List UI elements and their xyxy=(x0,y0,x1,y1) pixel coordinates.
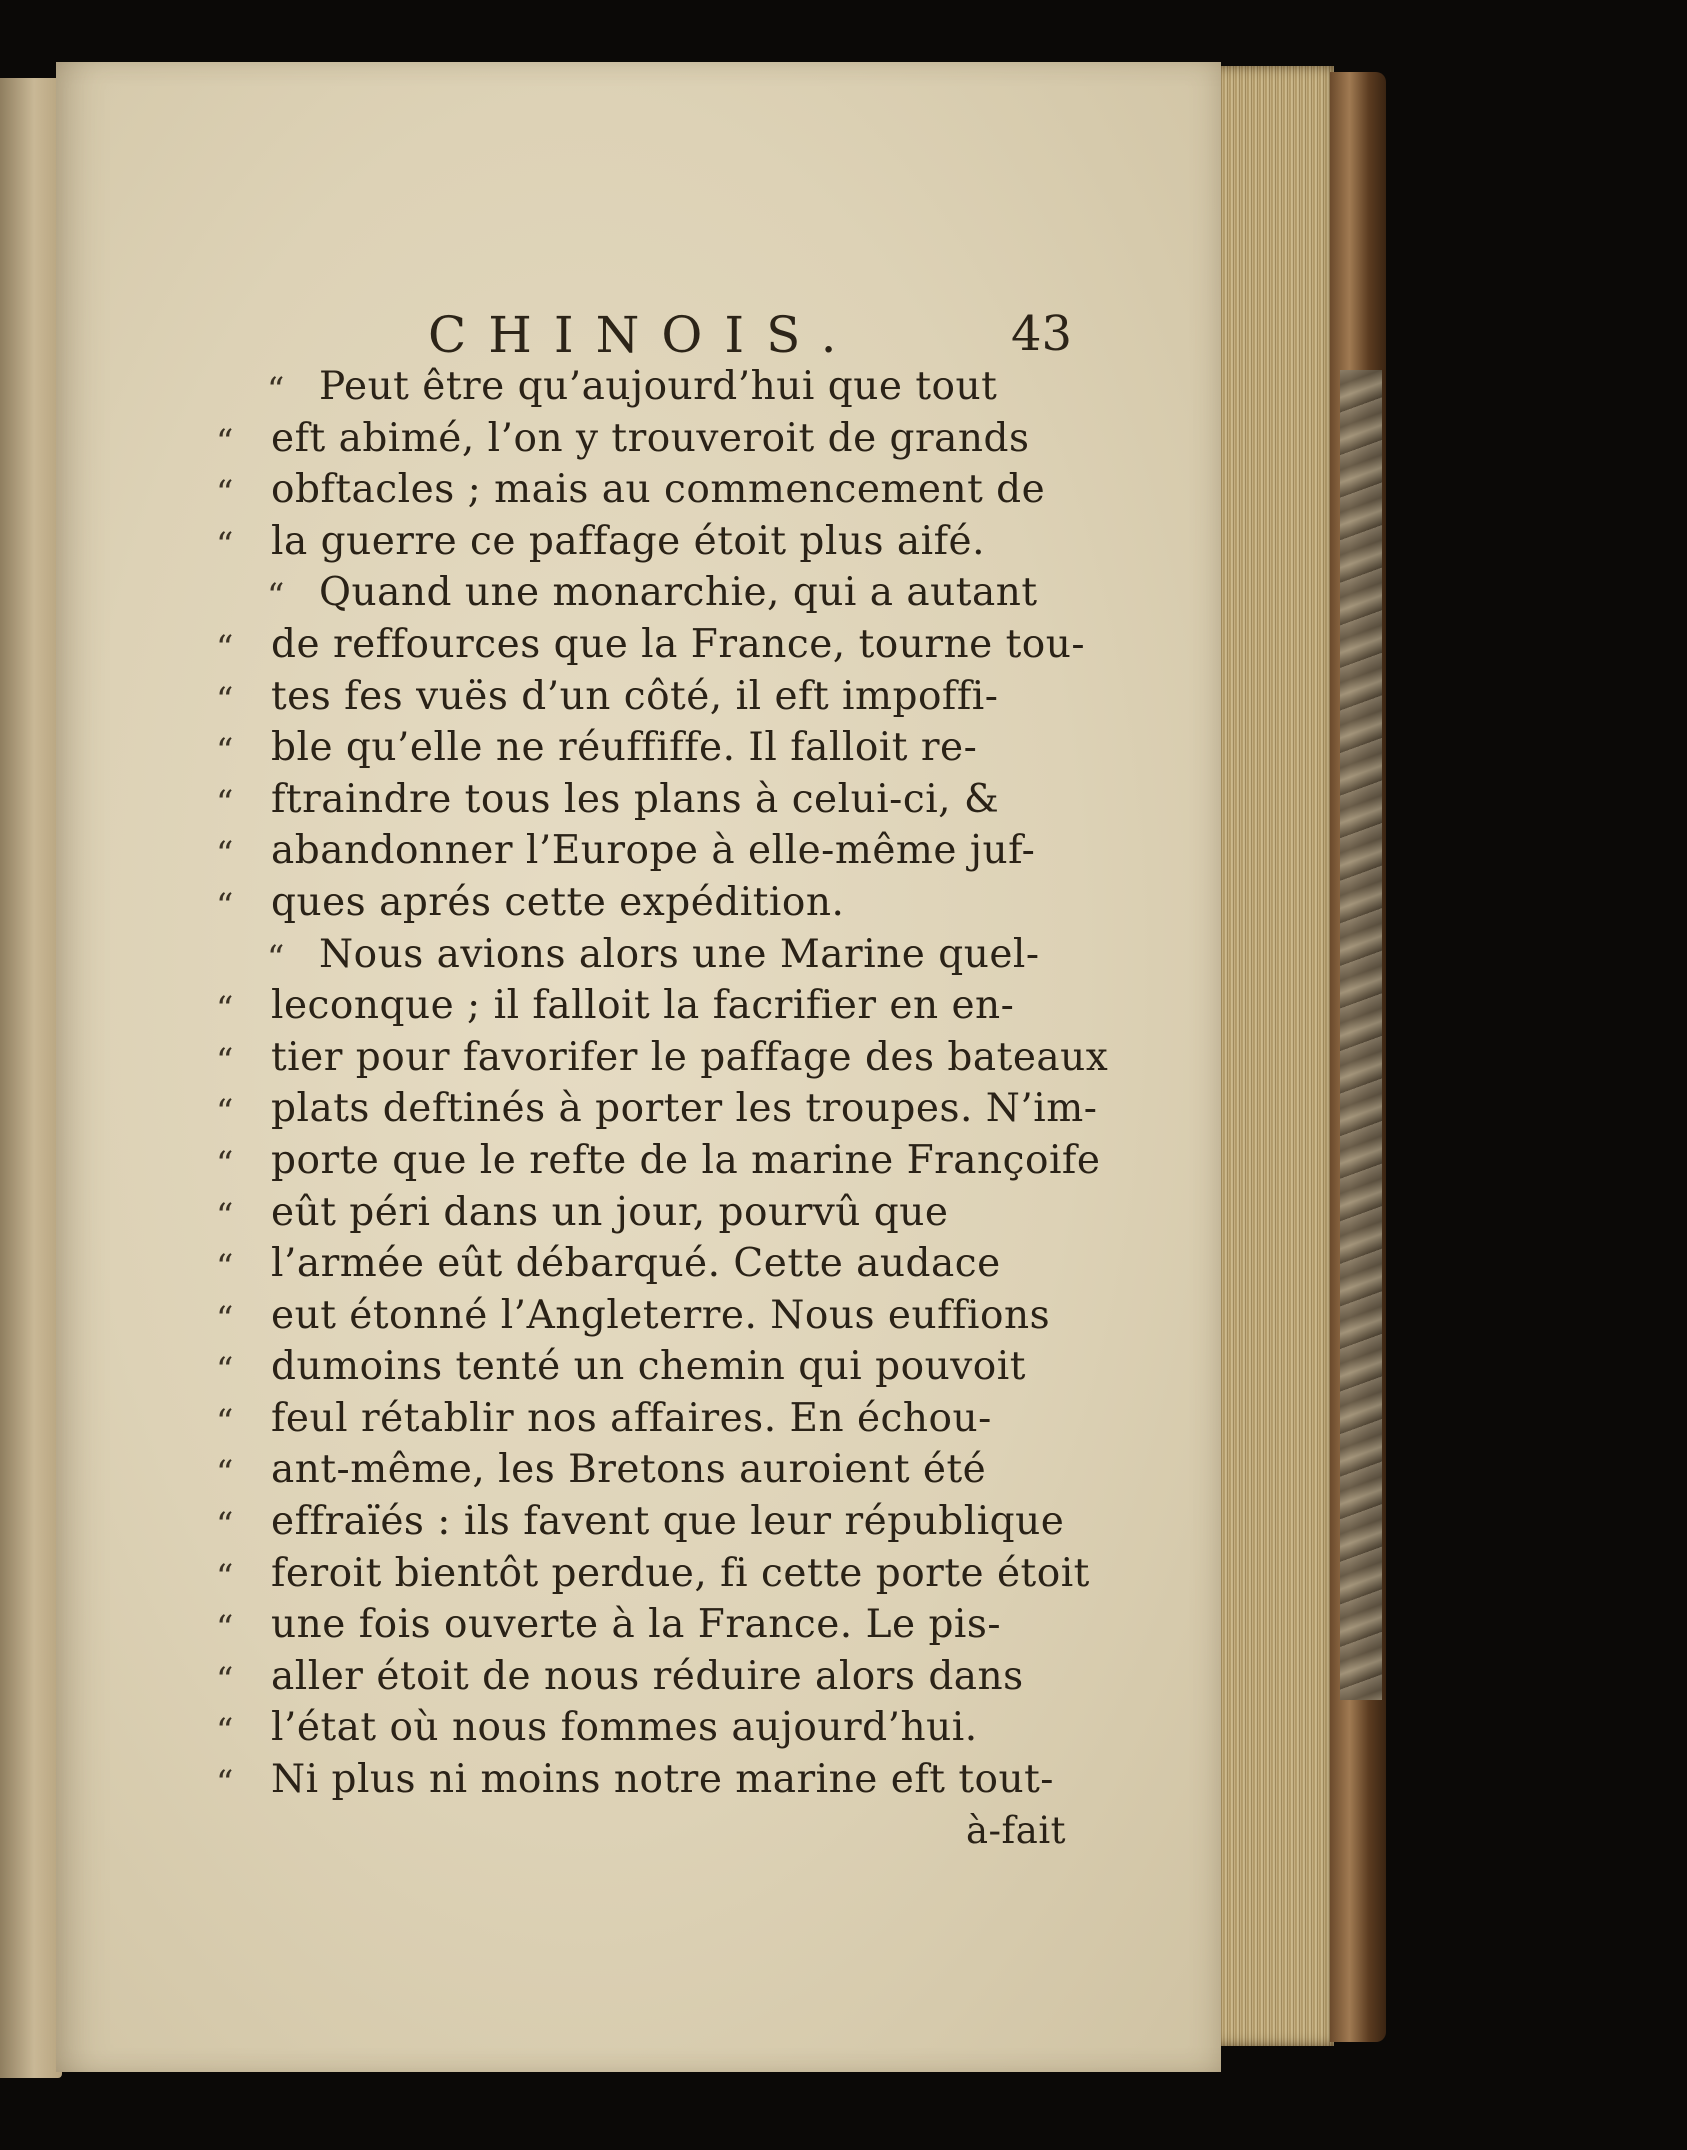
quotation-mark: “ xyxy=(216,1143,234,1184)
text-block xyxy=(56,364,1221,1860)
text-line xyxy=(56,1138,1221,1190)
text-line xyxy=(56,1086,1221,1138)
text-line xyxy=(56,828,1221,880)
line-text: effraïés : ils favent que leur république xyxy=(271,1499,1065,1545)
quotation-mark: “ xyxy=(216,782,234,823)
quotation-mark: “ xyxy=(216,1556,234,1597)
line-text: tes fes vuës d’un côté, il eft impoffi- xyxy=(271,673,999,719)
text-line xyxy=(56,570,1221,622)
text-line xyxy=(56,364,1221,416)
text-line xyxy=(56,777,1221,829)
quotation-mark: “ xyxy=(216,1092,234,1133)
quotation-mark: “ xyxy=(216,1659,234,1700)
text-line xyxy=(56,622,1221,674)
line-text: porte que le refte de la marine Françoife xyxy=(271,1137,1101,1183)
text-line xyxy=(56,1344,1221,1396)
line-text: eut étonné l’Angleterre. Nous euffions xyxy=(271,1292,1051,1338)
quotation-mark: “ xyxy=(216,1711,234,1752)
quotation-mark: “ xyxy=(216,1453,234,1494)
quotation-mark: “ xyxy=(267,937,285,978)
quotation-mark: “ xyxy=(267,576,285,617)
page-number: 43 xyxy=(1011,306,1073,362)
line-text: de reffources que la France, tourne tou- xyxy=(271,621,1086,667)
line-text: la guerre ce paffage étoit plus aifé. xyxy=(271,518,986,564)
marbled-endpaper xyxy=(1340,370,1382,1700)
line-text: Nous avions alors une Marine quel- xyxy=(319,931,1040,977)
text-line xyxy=(56,1654,1221,1706)
quotation-mark: “ xyxy=(216,1298,234,1339)
text-line xyxy=(56,1396,1221,1448)
quotation-mark: “ xyxy=(267,370,285,410)
line-text: aller étoit de nous réduire alors dans xyxy=(271,1653,1024,1699)
line-text: eft abimé, l’on y trouveroit de grands xyxy=(271,415,1030,461)
quotation-mark: “ xyxy=(216,421,234,462)
line-text: l’armée eût débarqué. Cette audace xyxy=(271,1241,1001,1287)
running-title: CHINOIS. xyxy=(428,306,859,364)
text-line xyxy=(56,674,1221,726)
quotation-mark: “ xyxy=(216,989,234,1030)
catchword-line xyxy=(56,1809,1221,1861)
line-text: eût péri dans un jour, pourvû que xyxy=(271,1189,949,1235)
quotation-mark: “ xyxy=(216,1247,234,1288)
line-text: ble qu’elle ne réuffiffe. Il falloit re- xyxy=(271,725,978,771)
text-line xyxy=(56,1602,1221,1654)
quotation-mark: “ xyxy=(216,1195,234,1236)
line-text: feul rétablir nos affaires. En échou- xyxy=(271,1395,992,1441)
line-text: feroit bientôt perdue, fi cette porte étoit xyxy=(271,1550,1090,1596)
line-text: abandonner l’Europe à elle-même juf- xyxy=(271,828,1036,874)
quotation-mark: “ xyxy=(216,679,234,720)
text-line xyxy=(56,416,1221,468)
line-text: ftraindre tous les plans à celui-ci, & xyxy=(271,776,1000,822)
quotation-mark: “ xyxy=(216,473,234,514)
line-text: ant-même, les Bretons auroient été xyxy=(271,1447,987,1493)
text-line xyxy=(56,519,1221,571)
quotation-mark: “ xyxy=(216,834,234,875)
line-text: l’état où nous fommes aujourd’hui. xyxy=(271,1705,978,1751)
text-line xyxy=(56,1705,1221,1757)
page-header xyxy=(56,292,1221,372)
line-text: Peut être qu’aujourd’hui que tout xyxy=(319,364,998,409)
line-text: Ni plus ni moins notre marine eft tout- xyxy=(271,1757,1054,1803)
quotation-mark: “ xyxy=(216,1401,234,1442)
text-line xyxy=(56,1035,1221,1087)
line-text: obftacles ; mais au commencement de xyxy=(271,467,1046,513)
quotation-mark: “ xyxy=(216,731,234,772)
catchword: à-fait xyxy=(966,1808,1067,1852)
quotation-mark: “ xyxy=(216,1040,234,1081)
left-page-edge xyxy=(0,78,62,2078)
text-line xyxy=(56,983,1221,1035)
quotation-mark: “ xyxy=(216,1763,234,1804)
text-line xyxy=(56,1241,1221,1293)
text-line xyxy=(56,467,1221,519)
line-text: ques aprés cette expédition. xyxy=(271,879,845,925)
line-text: leconque ; il falloit la facrifier en en- xyxy=(271,983,1015,1029)
line-text: plats deftinés à porter les troupes. N’im- xyxy=(271,1086,1098,1132)
quotation-mark: “ xyxy=(216,524,234,565)
book-page xyxy=(56,62,1221,2072)
text-line xyxy=(56,932,1221,984)
text-line xyxy=(56,1190,1221,1242)
line-text: une fois ouverte à la France. Le pis- xyxy=(271,1602,1002,1648)
text-line xyxy=(56,880,1221,932)
text-line xyxy=(56,1447,1221,1499)
quotation-mark: “ xyxy=(216,1505,234,1546)
text-line xyxy=(56,1499,1221,1551)
line-text: tier pour favorifer le paffage des bateaux xyxy=(271,1034,1109,1080)
line-text: Quand une monarchie, qui a autant xyxy=(319,570,1038,616)
line-text: dumoins tenté un chemin qui pouvoit xyxy=(271,1344,1026,1390)
text-line xyxy=(56,1757,1221,1809)
quotation-mark: “ xyxy=(216,1608,234,1649)
quotation-mark: “ xyxy=(216,627,234,668)
text-line xyxy=(56,725,1221,777)
quotation-mark: “ xyxy=(216,1350,234,1391)
text-line xyxy=(56,1551,1221,1603)
quotation-mark: “ xyxy=(216,885,234,926)
text-line xyxy=(56,1293,1221,1345)
